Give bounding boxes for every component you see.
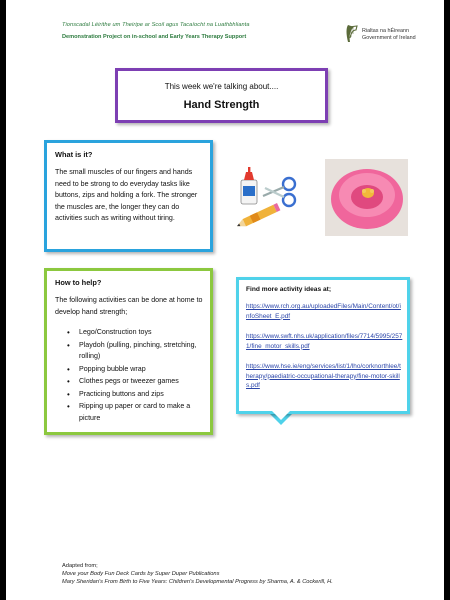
footer-source-1: Move your Body Fun Deck Cards by Super Duper Publications [62, 571, 220, 577]
page [6, 0, 444, 600]
gov-name-irish: Rialtas na hÉireann [362, 28, 410, 34]
what-is-it-box [44, 140, 213, 252]
topic-intro: This week we're talking about.... [164, 82, 279, 91]
footer [62, 562, 333, 586]
list-item: • Lego/Construction toys [55, 327, 211, 339]
craft-supplies-icon [233, 166, 309, 228]
link-rch[interactable]: https://www.rch.org.au/uploadedFiles/Main/Content/ot/infoSheet_E.pdf [246, 303, 401, 320]
gov-name-english: Government of Ireland [362, 35, 416, 41]
playdoh-photo [325, 159, 408, 236]
how-to-help-intro: The following activities can be done at home to develop hand strength; [55, 296, 203, 316]
more-ideas-heading: Find more activity ideas at; [246, 286, 332, 293]
topic-box [115, 68, 328, 123]
how-to-help-box [44, 268, 213, 435]
list-item: • Clothes pegs or tweezer games [55, 376, 211, 388]
callout-tail-inner [272, 411, 290, 420]
list-item: • Ripping up paper or card to make a picture [55, 401, 211, 424]
footer-adapted-from: Adapted from; [62, 563, 98, 569]
link-swft[interactable]: https://www.swft.nhs.uk/application/files/7714/5995/2571/fine_motor_skills.pdf [246, 333, 403, 350]
more-ideas-box [236, 277, 410, 414]
activity-list [55, 327, 211, 425]
what-is-it-body: The small muscles of our fingers and hands need to be strong to do everyday tasks like buttons, zips and holding a fork. The stronger the muscles are, the longer they can do activities such as writing without tiring. [55, 168, 198, 222]
list-item: • Playdoh (pulling, pinching, stretching, rolling) [55, 340, 211, 363]
how-to-help-heading: How to help? [55, 278, 102, 287]
irish-project-title: Tionscadal Léirithe um Theiripe ar Scoil agus Tacaíocht na Luathbhlianta [62, 22, 250, 28]
footer-source-2: Mary Sheridan's From Birth to Five Years: Children's Developmental Progress by Sharma, A. & Cockerill, H. [62, 579, 333, 585]
list-item: • Practicing buttons and zips [55, 389, 211, 401]
topic-title: Hand Strength [183, 99, 260, 111]
list-item: • Popping bubble wrap [55, 364, 211, 376]
project-title: Demonstration Project on in-school and Early Years Therapy Support [62, 34, 247, 40]
harp-icon [345, 24, 359, 44]
what-is-it-heading: What is it? [55, 150, 93, 159]
link-hse[interactable]: https://www.hse.ie/eng/services/list/1/lho/corknorthlee/therapy/paediatric-occupational-therapy/fine-motor-skills.pdf [246, 363, 401, 390]
